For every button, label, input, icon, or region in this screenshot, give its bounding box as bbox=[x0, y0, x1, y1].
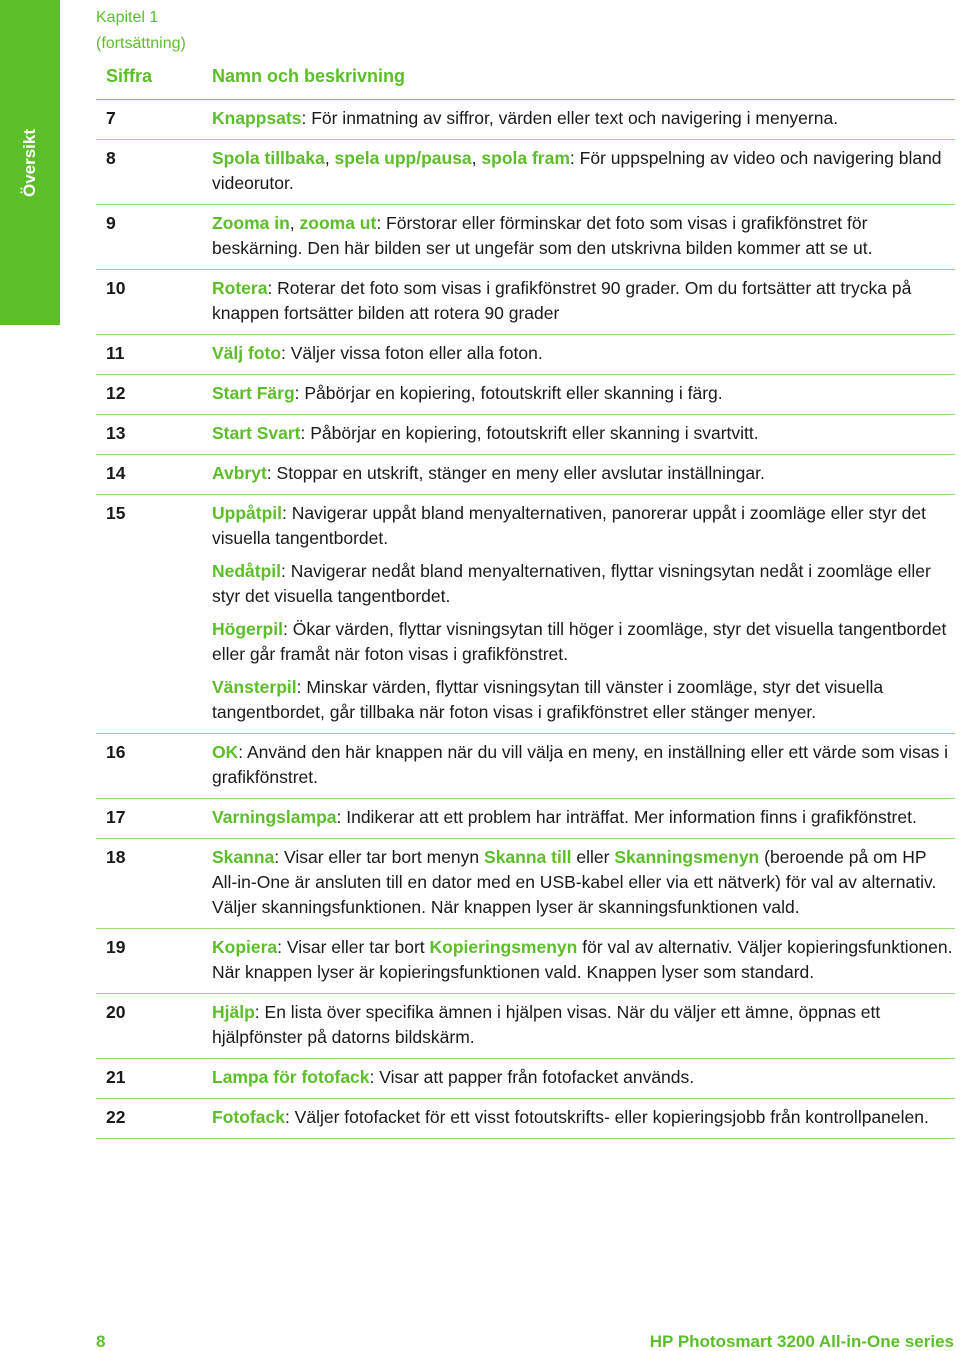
row-description bbox=[212, 740, 955, 790]
description-paragraph bbox=[212, 845, 955, 920]
description-text: : Använd den här knappen när du vill välja en meny, en inställning eller ett värde som visas i grafikfönstret. bbox=[212, 742, 949, 787]
table-row bbox=[96, 734, 955, 799]
description-paragraph bbox=[212, 341, 955, 366]
description-text: : Minskar värden, flyttar visningsytan till vänster i zoomläge, styr det visuella tangentbordet, går tillbaka när foton visas i grafikfönstret eller stänger menyer. bbox=[212, 677, 884, 722]
row-number: 19 bbox=[106, 937, 126, 957]
row-number: 16 bbox=[106, 742, 126, 762]
description-paragraph bbox=[212, 1105, 955, 1130]
description-text: : Visar eller tar bort menyn bbox=[274, 847, 485, 867]
row-description bbox=[212, 276, 955, 326]
table-row bbox=[96, 799, 955, 839]
table-row bbox=[96, 205, 955, 270]
description-text: : Påbörjar en kopiering, fotoutskrift eller skanning i färg. bbox=[294, 383, 723, 403]
row-number: 7 bbox=[106, 108, 116, 128]
row-description bbox=[212, 501, 955, 725]
row-number: 14 bbox=[106, 463, 126, 483]
description-paragraph bbox=[212, 1065, 955, 1090]
table-row bbox=[96, 929, 955, 994]
row-number: 22 bbox=[106, 1107, 126, 1127]
product-name: HP Photosmart 3200 All-in-One series bbox=[649, 1332, 954, 1351]
description-text: , bbox=[289, 213, 300, 233]
row-number: 21 bbox=[106, 1067, 126, 1087]
description-text: : Roterar det foto som visas i grafikfönstret 90 grader. Om du fortsätter att trycka på knappen fortsätter bilden att rotera 90 grader bbox=[212, 278, 912, 323]
term-label: Uppåtpil bbox=[212, 503, 282, 523]
page-number: 8 bbox=[96, 1332, 106, 1351]
description-text: : Påbörjar en kopiering, fotoutskrift eller skanning i svartvitt. bbox=[300, 423, 759, 443]
row-number: 15 bbox=[106, 503, 126, 523]
row-number: 18 bbox=[106, 847, 126, 867]
description-paragraph bbox=[212, 461, 955, 486]
term-label: OK bbox=[212, 742, 239, 762]
row-description bbox=[212, 1000, 955, 1050]
description-text: , bbox=[324, 148, 335, 168]
row-description bbox=[212, 211, 955, 261]
description-paragraph bbox=[212, 617, 955, 667]
description-paragraph bbox=[212, 421, 955, 446]
row-description bbox=[212, 805, 955, 830]
term-label: Skanningsmenyn bbox=[614, 847, 760, 867]
row-number: 8 bbox=[106, 148, 116, 168]
description-paragraph bbox=[212, 1000, 955, 1050]
row-number: 12 bbox=[106, 383, 126, 403]
chapter-continued: (fortsättning) bbox=[96, 35, 186, 52]
table-row bbox=[96, 270, 955, 335]
description-paragraph bbox=[212, 740, 955, 790]
buttons-table bbox=[96, 54, 955, 1139]
description-text: : Väljer vissa foton eller alla foton. bbox=[281, 343, 543, 363]
row-number: 20 bbox=[106, 1002, 126, 1022]
row-description bbox=[212, 341, 955, 366]
table-row bbox=[96, 375, 955, 415]
term-label: spola fram bbox=[481, 148, 570, 168]
term-label: Vänsterpil bbox=[212, 677, 297, 697]
description-text: : Visar eller tar bort bbox=[277, 937, 430, 957]
table-row bbox=[96, 495, 955, 734]
term-label: Start Färg bbox=[212, 383, 295, 403]
term-label: Knappsats bbox=[212, 108, 302, 128]
term-label: Skanna bbox=[212, 847, 275, 867]
term-label: Fotofack bbox=[212, 1107, 285, 1127]
term-label: Varningslampa bbox=[212, 807, 337, 827]
term-label: Högerpil bbox=[212, 619, 283, 639]
chapter-heading bbox=[96, 5, 186, 57]
row-number: 13 bbox=[106, 423, 126, 443]
term-label: Hjälp bbox=[212, 1002, 255, 1022]
row-description bbox=[212, 1105, 955, 1130]
term-label: Kopiera bbox=[212, 937, 278, 957]
description-text: (beroende på om HP All-in-One är ansluten till en dator med en USB-kabel eller via ett nätverk) för val av alternativ. Väljer skanningsfunktionen. När knappen lyser är skanningsfunktionen vald. bbox=[212, 847, 937, 917]
description-paragraph bbox=[212, 935, 955, 985]
row-description bbox=[212, 935, 955, 985]
description-text: : Stoppar en utskrift, stänger en meny eller avslutar inställningar. bbox=[266, 463, 765, 483]
term-label: Kopieringsmenyn bbox=[429, 937, 578, 957]
description-text: : En lista över specifika ämnen i hjälpen visas. När du väljer ett ämne, öppnas ett hjälpfönster på datorns bildskärm. bbox=[212, 1002, 881, 1047]
table-row bbox=[96, 335, 955, 375]
header-number: Siffra bbox=[106, 66, 153, 86]
row-number: 10 bbox=[106, 278, 126, 298]
description-text: : Navigerar uppåt bland menyalternativen, panorerar uppåt i zoomläge eller styr det visuella tangentbordet. bbox=[212, 503, 926, 548]
description-paragraph bbox=[212, 675, 955, 725]
side-tab-label: Översikt bbox=[20, 128, 39, 198]
table-row bbox=[96, 140, 955, 205]
term-label: Skanna till bbox=[484, 847, 572, 867]
description-text: eller bbox=[571, 847, 615, 867]
row-description bbox=[212, 461, 955, 486]
term-label: Nedåtpil bbox=[212, 561, 282, 581]
description-text: : För inmatning av siffror, värden eller text och navigering i menyerna. bbox=[301, 108, 839, 128]
row-description bbox=[212, 146, 955, 196]
description-text: : Navigerar nedåt bland menyalternativen, flyttar visningsytan nedåt i zoomläge eller styr det visuella tangentbordet. bbox=[212, 561, 931, 606]
row-description bbox=[212, 381, 955, 406]
table-row bbox=[96, 100, 955, 140]
description-paragraph bbox=[212, 501, 955, 551]
description-paragraph bbox=[212, 276, 955, 326]
description-text: : Indikerar att ett problem har inträffat. Mer information finns i grafikfönstret. bbox=[336, 807, 917, 827]
description-text: : Ökar värden, flyttar visningsytan till höger i zoomläge, styr det visuella tangentbordet eller går framåt när foton visas i grafikfönstret. bbox=[212, 619, 947, 664]
row-number: 17 bbox=[106, 807, 126, 827]
description-paragraph bbox=[212, 381, 955, 406]
term-label: Spola tillbaka bbox=[212, 148, 325, 168]
term-label: spela upp/pausa bbox=[334, 148, 472, 168]
table-header bbox=[96, 54, 955, 100]
table-row bbox=[96, 839, 955, 929]
description-text: , bbox=[471, 148, 482, 168]
description-text: : Väljer fotofacket för ett visst fotoutskrifts- eller kopieringsjobb från kontrollpanelen. bbox=[284, 1107, 929, 1127]
term-label: Avbryt bbox=[212, 463, 267, 483]
description-text: : Visar att papper från fotofacket används. bbox=[369, 1067, 695, 1087]
description-text: : Förstorar eller förminskar det foto som visas i grafikfönstret för beskärning. Den här bilden ser ut ungefär som den utskrivna bilden kommer att se ut. bbox=[212, 213, 873, 258]
description-paragraph bbox=[212, 106, 955, 131]
header-description: Namn och beskrivning bbox=[212, 66, 406, 86]
row-description bbox=[212, 1065, 955, 1090]
row-number: 9 bbox=[106, 213, 116, 233]
table-row bbox=[96, 455, 955, 495]
table-row bbox=[96, 1059, 955, 1099]
row-description bbox=[212, 106, 955, 131]
row-description bbox=[212, 845, 955, 920]
description-paragraph bbox=[212, 146, 955, 196]
row-description bbox=[212, 421, 955, 446]
chapter-title: Kapitel 1 bbox=[96, 9, 159, 26]
table-body bbox=[96, 100, 955, 1139]
term-label: Start Svart bbox=[212, 423, 301, 443]
table-row bbox=[96, 1099, 955, 1139]
term-label: zooma ut bbox=[299, 213, 377, 233]
term-label: Zooma in bbox=[212, 213, 290, 233]
description-text: för val av alternativ. Väljer kopieringsfunktionen. När knappen lyser är kopieringsfunktionen vald. Knappen lyser som standard. bbox=[212, 937, 953, 982]
term-label: Lampa för fotofack bbox=[212, 1067, 370, 1087]
term-label: Välj foto bbox=[212, 343, 282, 363]
row-number: 11 bbox=[106, 343, 125, 363]
description-paragraph bbox=[212, 211, 955, 261]
term-label: Rotera bbox=[212, 278, 268, 298]
table-row bbox=[96, 415, 955, 455]
description-paragraph bbox=[212, 805, 955, 830]
description-paragraph bbox=[212, 559, 955, 609]
table-row bbox=[96, 994, 955, 1059]
description-text: : För uppspelning av video och navigering bland videorutor. bbox=[212, 148, 942, 193]
side-tab bbox=[0, 0, 60, 325]
